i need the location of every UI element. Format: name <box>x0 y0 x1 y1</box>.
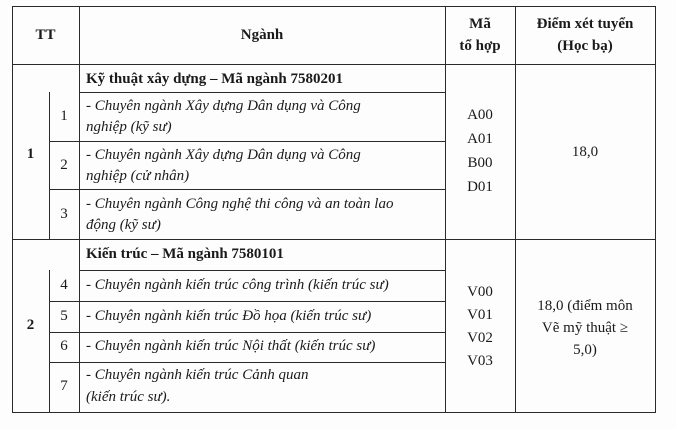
admission-score-line2: Vẽ mỹ thuật ≥ <box>541 320 629 336</box>
combo-code: D01 <box>467 179 493 195</box>
row-text-line1: - Chuyên ngành kiến trúc công trình (kiến trúc sư) <box>86 277 389 293</box>
header-bottom-border <box>12 64 656 65</box>
header-nganh: Ngành <box>240 27 284 43</box>
row-text-line1: - Chuyên ngành Xây dựng Dân dụng và Công <box>86 147 361 163</box>
header-ma-line1: Mã <box>469 16 491 32</box>
group-title: Kiến trúc – Mã ngành 7580101 <box>86 246 284 262</box>
row-text-line2: động (kỹ sư) <box>86 217 161 233</box>
row-number: 5 <box>60 308 68 324</box>
row-text-line2: nghiệp (cử nhân) <box>86 168 190 184</box>
row-text-line2: (kiến trúc sư). <box>86 389 171 405</box>
row-text-line1: - Chuyên ngành kiến trúc Nội thất (kiến trúc sư) <box>86 338 376 354</box>
row-divider <box>49 301 445 302</box>
row-divider <box>49 332 445 333</box>
row-divider <box>49 189 445 190</box>
admission-score-line1: 18,0 (điểm môn <box>537 298 633 314</box>
row-number: 7 <box>60 378 68 394</box>
combo-code: V00 <box>467 284 493 300</box>
table-border-top <box>12 6 656 7</box>
row-divider <box>79 92 445 93</box>
group-divider <box>12 239 656 240</box>
header-ma-line2: tổ hợp <box>459 38 501 54</box>
header-diem-line2: (Học bạ) <box>557 38 613 54</box>
row-text-line2: nghiệp (kỹ sư) <box>86 119 172 135</box>
row-text-line1: - Chuyên ngành Xây dựng Dân dụng và Công <box>86 98 361 114</box>
combo-code: B00 <box>467 155 493 171</box>
table-border-left <box>12 6 13 413</box>
row-number: 1 <box>60 108 68 124</box>
col-divider <box>79 6 80 413</box>
admission-score-line3: 5,0) <box>573 342 597 358</box>
row-number: 6 <box>60 338 68 354</box>
row-divider <box>49 362 445 363</box>
group-number: 2 <box>26 317 35 333</box>
row-number: 4 <box>60 277 68 293</box>
row-divider <box>79 270 445 271</box>
combo-code: V03 <box>467 353 493 369</box>
combo-code: V01 <box>467 307 493 323</box>
header-tt: TT <box>35 27 56 43</box>
group-title: Kỹ thuật xây dựng – Mã ngành 7580201 <box>86 71 343 87</box>
row-text-line1: - Chuyên ngành kiến trúc Cảnh quan <box>86 367 309 383</box>
table-border-bottom <box>12 412 656 413</box>
row-text-line1: - Chuyên ngành kiến trúc Đồ họa (kiến trúc sư) <box>86 308 372 324</box>
group-number: 1 <box>26 146 35 162</box>
row-text-line1: - Chuyên ngành Công nghệ thi công và an toàn lao <box>86 196 394 212</box>
admission-score: 18,0 <box>571 144 599 160</box>
combo-code: A00 <box>467 107 493 123</box>
combo-code: A01 <box>467 131 493 147</box>
row-divider <box>49 141 445 142</box>
row-number: 3 <box>60 206 68 222</box>
table-border-right <box>655 6 656 413</box>
row-number: 2 <box>60 157 68 173</box>
header-diem-line1: Điểm xét tuyển <box>536 16 634 32</box>
combo-code: V02 <box>467 330 493 346</box>
